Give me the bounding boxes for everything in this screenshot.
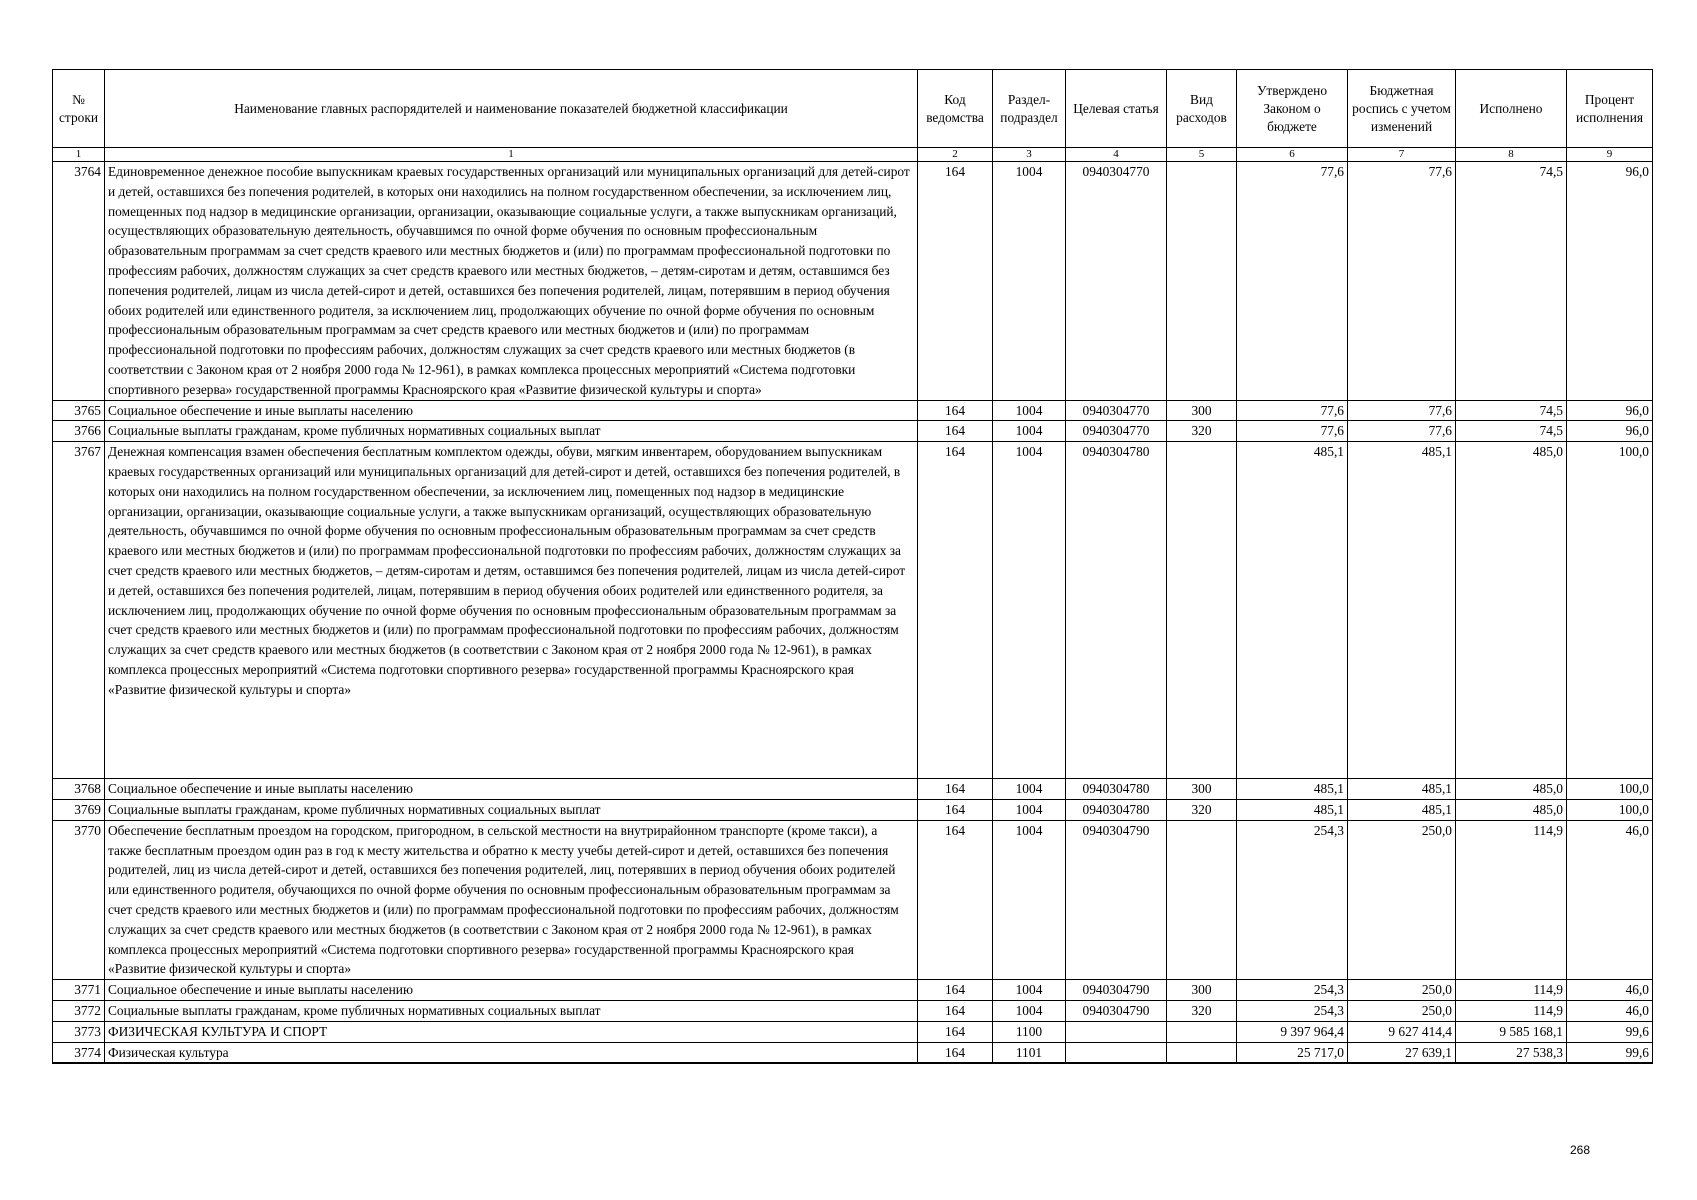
executed-value: 485,0	[1456, 442, 1567, 779]
row-number: 3769	[53, 799, 105, 820]
dept-code: 164	[918, 799, 993, 820]
row-number: 3768	[53, 779, 105, 800]
dept-code: 164	[918, 400, 993, 421]
percent-value: 99,6	[1567, 1021, 1653, 1042]
executed-value: 9 585 168,1	[1456, 1021, 1567, 1042]
expense-type: 320	[1167, 799, 1237, 820]
approved-value	[1237, 1063, 1348, 1064]
executed-value: 485,0	[1456, 799, 1567, 820]
table-row	[53, 1063, 1653, 1064]
row-name: Социальное обеспечение и иные выплаты населению	[105, 779, 918, 800]
expense-type: 300	[1167, 980, 1237, 1001]
executed-value: 74,5	[1456, 400, 1567, 421]
col-header-approved: Утверждено Законом о бюджете	[1237, 70, 1348, 148]
row-number: 3771	[53, 980, 105, 1001]
col-header-row-no: № строки	[53, 70, 105, 148]
section-code: 1004	[993, 421, 1066, 442]
budget-value: 485,1	[1348, 442, 1456, 779]
row-number: 3765	[53, 400, 105, 421]
expense-type	[1167, 162, 1237, 401]
budget-value: 27 639,1	[1348, 1042, 1456, 1063]
target-code	[1066, 1021, 1167, 1042]
section-code: 1004	[993, 400, 1066, 421]
col-header-dept-code: Код ведомства	[918, 70, 993, 148]
row-name: Обеспечение бесплатным проездом на городском, пригородном, в сельской местности на внутрирайонном транспорте (кроме такси), а также бесплатным проездом один раз в год к месту жительства и обратно к месту учебы детей-сирот и детей, оставшихся без попечения родителей, лиц из числа детей-сирот и детей, оставшихся без попечения родителей, лиц, потерявших в период обучения обоих родителей или единственного родителя, обучающихся по очной форме обучения по основным профессиональным образовательным программам за счет средств краевого или местных бюджетов и (или) по программам профессиональной подготовки по профессиям рабочих, должностям служащих за счет средств краевого или местных бюджетов (в соответствии с Законом края от 2 ноября 2000 года № 12-961), в рамках комплекса процессных мероприятий «Система подготовки спортивного резерва» государственной программы Красноярского края «Развитие физической культуры и спорта»	[105, 820, 918, 979]
target-code: 0940304790	[1066, 820, 1167, 979]
col-number: 2	[918, 148, 993, 162]
percent-value: 99,6	[1567, 1042, 1653, 1063]
percent-value: 46,0	[1567, 1000, 1653, 1021]
row-number: 3774	[53, 1042, 105, 1063]
col-number: 9	[1567, 148, 1653, 162]
percent-value: 100,0	[1567, 799, 1653, 820]
table-row	[53, 442, 1653, 779]
executed-value: 74,5	[1456, 421, 1567, 442]
target-code: 0940304770	[1066, 400, 1167, 421]
row-name: Денежная компенсация взамен обеспечения бесплатным комплектом одежды, обуви, мягким инвентарем, оборудованием выпускникам краевых государственных организаций или муниципальных организаций для детей-сирот и детей, оставшихся без попечения родителей, в которых они находились на полном государственном обеспечении, за исключением лиц, помещенных под надзор в медицинские организации, организации, оказывающие социальные услуги, а также выпускникам организаций, осуществляющих образовательную деятельность, обучавшимся по очной форме обучения по основным профессиональным образовательным программам за счет средств краевого или местных бюджетов и (или) по программам профессиональной подготовки по профессиям рабочих, должностям служащих за счет средств краевого или местных бюджетов, – детям-сиротам и детям, оставшимся без попечения родителей, лицам из числа детей-сирот и детей, оставшихся без попечения родителей, лицам, потерявшим в период обучения обоих родителей или единственного родителя, за исключением лиц, продолжающих обучение по очной форме обучения по основным профессиональным образовательным программам за счет средств краевого или местных бюджетов и (или) по программам профессиональной подготовки по профессиям рабочих, должностям служащих за счет средств краевого или местных бюджетов (в соответствии с Законом края от 2 ноября 2000 года № 12-961), в рамках комплекса процессных мероприятий «Система подготовки спортивного резерва» государственной программы Красноярского края «Развитие физической культуры и спорта»	[105, 442, 918, 779]
budget-value: 77,6	[1348, 400, 1456, 421]
percent-value	[1567, 1063, 1653, 1064]
section-code: 1004	[993, 779, 1066, 800]
row-name: Социальные выплаты гражданам, кроме публичных нормативных социальных выплат	[105, 1000, 918, 1021]
budget-value	[1348, 1063, 1456, 1064]
col-header-budget-list: Бюджетная роспись с учетом изменений	[1348, 70, 1456, 148]
section-code: 1004	[993, 799, 1066, 820]
dept-code: 164	[918, 1042, 993, 1063]
row-name: Социальное обеспечение и иные выплаты населению	[105, 980, 918, 1001]
target-code	[1066, 1063, 1167, 1064]
approved-value: 77,6	[1237, 400, 1348, 421]
row-name: Физическая культура	[105, 1042, 918, 1063]
approved-value: 9 397 964,4	[1237, 1021, 1348, 1042]
approved-value: 254,3	[1237, 820, 1348, 979]
col-number: 1	[53, 148, 105, 162]
target-code	[1066, 1042, 1167, 1063]
dept-code	[918, 1063, 993, 1064]
approved-value: 77,6	[1237, 421, 1348, 442]
percent-value: 46,0	[1567, 820, 1653, 979]
row-name: Социальные выплаты гражданам, кроме публичных нормативных социальных выплат	[105, 799, 918, 820]
expense-type	[1167, 1021, 1237, 1042]
executed-value: 114,9	[1456, 1000, 1567, 1021]
executed-value	[1456, 1063, 1567, 1064]
expense-type: 300	[1167, 779, 1237, 800]
row-name: Социальное обеспечение и иные выплаты населению	[105, 400, 918, 421]
budget-value: 250,0	[1348, 820, 1456, 979]
expense-type	[1167, 820, 1237, 979]
col-header-name: Наименование главных распорядителей и наименование показателей бюджетной классификации	[105, 70, 918, 148]
table-row	[53, 799, 1653, 820]
col-header-executed: Исполнено	[1456, 70, 1567, 148]
col-header-expense-type: Вид расходов	[1167, 70, 1237, 148]
col-number: 7	[1348, 148, 1456, 162]
col-number: 8	[1456, 148, 1567, 162]
percent-value: 96,0	[1567, 400, 1653, 421]
percent-value: 96,0	[1567, 421, 1653, 442]
table-row	[53, 779, 1653, 800]
budget-value: 485,1	[1348, 779, 1456, 800]
expense-type	[1167, 442, 1237, 779]
table-row	[53, 980, 1653, 1001]
dept-code: 164	[918, 421, 993, 442]
percent-value: 100,0	[1567, 779, 1653, 800]
page-number: 268	[1570, 1143, 1591, 1157]
section-code: 1004	[993, 980, 1066, 1001]
table-header	[53, 70, 1653, 162]
expense-type: 300	[1167, 400, 1237, 421]
section-code: 1100	[993, 1021, 1066, 1042]
approved-value: 254,3	[1237, 980, 1348, 1001]
col-number: 6	[1237, 148, 1348, 162]
target-code: 0940304780	[1066, 779, 1167, 800]
dept-code: 164	[918, 442, 993, 779]
target-code: 0940304780	[1066, 442, 1167, 779]
approved-value: 254,3	[1237, 1000, 1348, 1021]
target-code: 0940304780	[1066, 799, 1167, 820]
dept-code: 164	[918, 980, 993, 1001]
col-number: 4	[1066, 148, 1167, 162]
percent-value: 100,0	[1567, 442, 1653, 779]
target-code: 0940304790	[1066, 1000, 1167, 1021]
executed-value: 114,9	[1456, 820, 1567, 979]
executed-value: 114,9	[1456, 980, 1567, 1001]
table-row	[53, 1021, 1653, 1042]
dept-code: 164	[918, 1021, 993, 1042]
dept-code: 164	[918, 162, 993, 401]
col-header-percent: Процент исполнения	[1567, 70, 1653, 148]
table-row	[53, 421, 1653, 442]
expense-type	[1167, 1042, 1237, 1063]
table-row	[53, 1000, 1653, 1021]
approved-value: 485,1	[1237, 799, 1348, 820]
row-number: 3772	[53, 1000, 105, 1021]
table-row	[53, 1042, 1653, 1063]
col-header-target: Целевая статья	[1066, 70, 1167, 148]
percent-value: 46,0	[1567, 980, 1653, 1001]
row-number: 3770	[53, 820, 105, 979]
row-number: 3773	[53, 1021, 105, 1042]
target-code: 0940304770	[1066, 162, 1167, 401]
approved-value: 25 717,0	[1237, 1042, 1348, 1063]
budget-value: 485,1	[1348, 799, 1456, 820]
executed-value: 27 538,3	[1456, 1042, 1567, 1063]
section-code: 1004	[993, 820, 1066, 979]
section-code: 1004	[993, 442, 1066, 779]
percent-value: 96,0	[1567, 162, 1653, 401]
budget-value: 77,6	[1348, 162, 1456, 401]
table-body	[53, 162, 1653, 1064]
col-header-section: Раздел-подраздел	[993, 70, 1066, 148]
table-row	[53, 400, 1653, 421]
row-number: 3764	[53, 162, 105, 401]
approved-value: 485,1	[1237, 442, 1348, 779]
col-number: 1	[105, 148, 918, 162]
target-code: 0940304790	[1066, 980, 1167, 1001]
row-name: Социальные выплаты гражданам, кроме публичных нормативных социальных выплат	[105, 421, 918, 442]
approved-value: 77,6	[1237, 162, 1348, 401]
executed-value: 74,5	[1456, 162, 1567, 401]
expense-type: 320	[1167, 1000, 1237, 1021]
column-number-row	[53, 148, 1653, 162]
dept-code: 164	[918, 1000, 993, 1021]
section-code: 1004	[993, 162, 1066, 401]
row-number: 3766	[53, 421, 105, 442]
col-number: 5	[1167, 148, 1237, 162]
budget-value: 250,0	[1348, 980, 1456, 1001]
row-name: Единовременное денежное пособие выпускникам краевых государственных организаций или муниципальных организаций для детей-сирот и детей, оставшихся без попечения родителей, в которых они находились на полном государственном обеспечении, за исключением лиц, помещенных под надзор в медицинские организации, организации, оказывающие социальные услуги, а также выпускникам организаций, осуществляющих образовательную деятельность, обучавшимся по очной форме обучения по основным профессиональным образовательным программам за счет средств краевого или местных бюджетов и (или) по программам профессиональной подготовки по профессиям рабочих, должностям служащих за счет средств краевого или местных бюджетов, – детям-сиротам и детям, оставшимся без попечения родителей, лицам из числа детей-сирот и детей, оставшихся без попечения родителей, лицам, потерявшим в период обучения обоих родителей или единственного родителя, за исключением лиц, продолжающих обучение по очной форме обучения по основным профессиональным образовательным программам за счет средств краевого или местных бюджетов и (или) по программам профессиональной подготовки по профессиям рабочих, должностям служащих за счет средств краевого или местных бюджетов (в соответствии с Законом края от 2 ноября 2000 года № 12-961), в рамках комплекса процессных мероприятий «Система подготовки спортивного резерва» государственной программы Красноярского края «Развитие физической культуры и спорта»	[105, 162, 918, 401]
executed-value: 485,0	[1456, 779, 1567, 800]
dept-code: 164	[918, 820, 993, 979]
row-number	[53, 1063, 105, 1064]
table-row	[53, 162, 1653, 401]
approved-value: 485,1	[1237, 779, 1348, 800]
expense-type	[1167, 1063, 1237, 1064]
dept-code: 164	[918, 779, 993, 800]
section-code	[993, 1063, 1066, 1064]
table-row	[53, 820, 1653, 979]
row-name	[105, 1063, 918, 1064]
row-name: ФИЗИЧЕСКАЯ КУЛЬТУРА И СПОРТ	[105, 1021, 918, 1042]
budget-value: 9 627 414,4	[1348, 1021, 1456, 1042]
row-number: 3767	[53, 442, 105, 779]
budget-execution-table	[52, 69, 1653, 1064]
expense-type: 320	[1167, 421, 1237, 442]
budget-value: 77,6	[1348, 421, 1456, 442]
target-code: 0940304770	[1066, 421, 1167, 442]
col-number: 3	[993, 148, 1066, 162]
section-code: 1101	[993, 1042, 1066, 1063]
budget-value: 250,0	[1348, 1000, 1456, 1021]
section-code: 1004	[993, 1000, 1066, 1021]
